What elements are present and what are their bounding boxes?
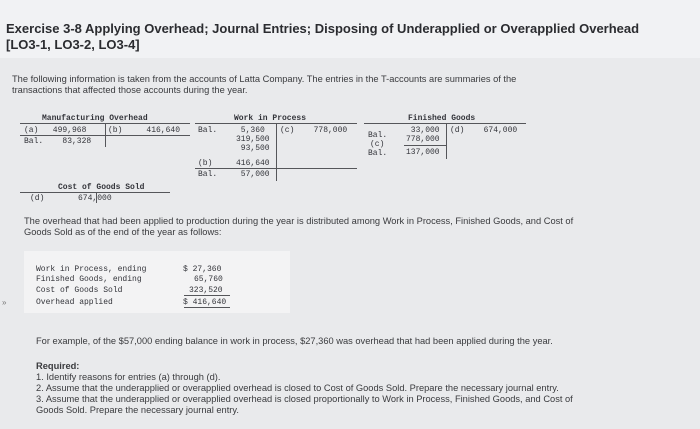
fg-credit: (d) 674,000 [450,126,518,135]
mo-credit: (b) 416,640 [108,126,181,135]
mo-balance: Bal. 83,328 [24,137,92,146]
fg-account-name: Finished Goods [408,114,476,123]
fg-t-line [364,123,526,124]
requirement-2: 2. Assume that the underapplied or overapplied overhead is closed to Cost of Goods Sold. Prepare the necessary journal entry. [36,383,559,393]
intro-text: The following information is taken from the accounts of Latta Company. The entries in the T-accounts are summaries of the [12,74,517,84]
required-label: Required: [36,361,80,371]
wip-d1: 5,360 [236,126,265,135]
fg-d1: 33,000 [406,126,440,135]
cogs-account-name: Cost of Goods Sold [58,183,145,192]
dist-label-1: Finished Goods, ending [36,275,142,284]
wip-d5: 57,000 [236,170,270,179]
mo-debit: (a) 499,968 [24,126,87,135]
mo-account-name: Manufacturing Overhead [42,114,148,123]
learning-objectives: [LO3-1, LO3-2, LO3-4] [6,37,140,52]
fg-d2: 778,000 [406,135,440,144]
overhead-text-2: Goods Sold as of the end of the year as follows: [24,227,222,237]
dist-total-line [184,295,230,296]
wip-t-divider [276,123,277,181]
wip-bal-label: Bal. [198,126,218,135]
dist-label-3: Overhead applied [36,298,113,307]
fg-l2: (c) [370,140,385,149]
wip-balance-line [195,168,357,169]
requirement-3: 3. Assume that the underapplied or overapplied overhead is closed proportionally to Work in Process, Finished Goods, and Cost of [36,394,573,404]
dist-value-0: $ 27,360 [183,265,222,274]
wip-bal-label-2: Bal. [198,170,218,179]
example-text: For example, of the $57,000 ending balance in work in process, $27,360 was overhead that had been applied during the year. [36,336,553,346]
wip-d3: 93,500 [236,144,270,153]
dist-label-0: Work in Process, ending [36,265,147,274]
side-marker-icon: » [2,298,7,307]
fg-l3: Bal. [368,149,388,158]
fg-l1: Bal. [368,131,388,140]
dist-label-2: Cost of Goods Sold [36,286,123,295]
fg-balance-line [404,145,446,146]
exercise-title: Exercise 3-8 Applying Overhead; Journal Entries; Disposing of Underapplied or Overapplied Overhead [6,21,640,36]
requirement-1: 1. Identify reasons for entries (a) through (d). [36,372,221,382]
wip-account-name: Work in Process [234,114,307,123]
wip-d4: 416,640 [236,159,270,168]
dist-value-2: 323,520 [189,286,223,295]
dist-total-underline [184,307,230,308]
fg-t-divider [446,123,447,159]
wip-d2: 319,500 [236,135,270,144]
intro-text-2: transactions that affected those accounts during the year. [12,85,248,95]
mo-balance-line [20,135,190,136]
wip-b-label: (b) [198,159,213,168]
cogs-t-line [20,192,170,193]
wip-credit: (c) 778,000 [280,126,348,135]
cogs-debit: (d) 674,000 [30,194,112,203]
dist-value-3: $ 416,640 [183,298,227,307]
requirement-3-cont: Goods Sold. Prepare the necessary journal entry. [36,405,239,415]
overhead-text: The overhead that had been applied to production during the year is distributed among Work in Process, Finished Goods, and Cost of [24,216,574,226]
fg-d3: 137,000 [406,148,440,157]
dist-value-1: 65,760 [194,275,223,284]
